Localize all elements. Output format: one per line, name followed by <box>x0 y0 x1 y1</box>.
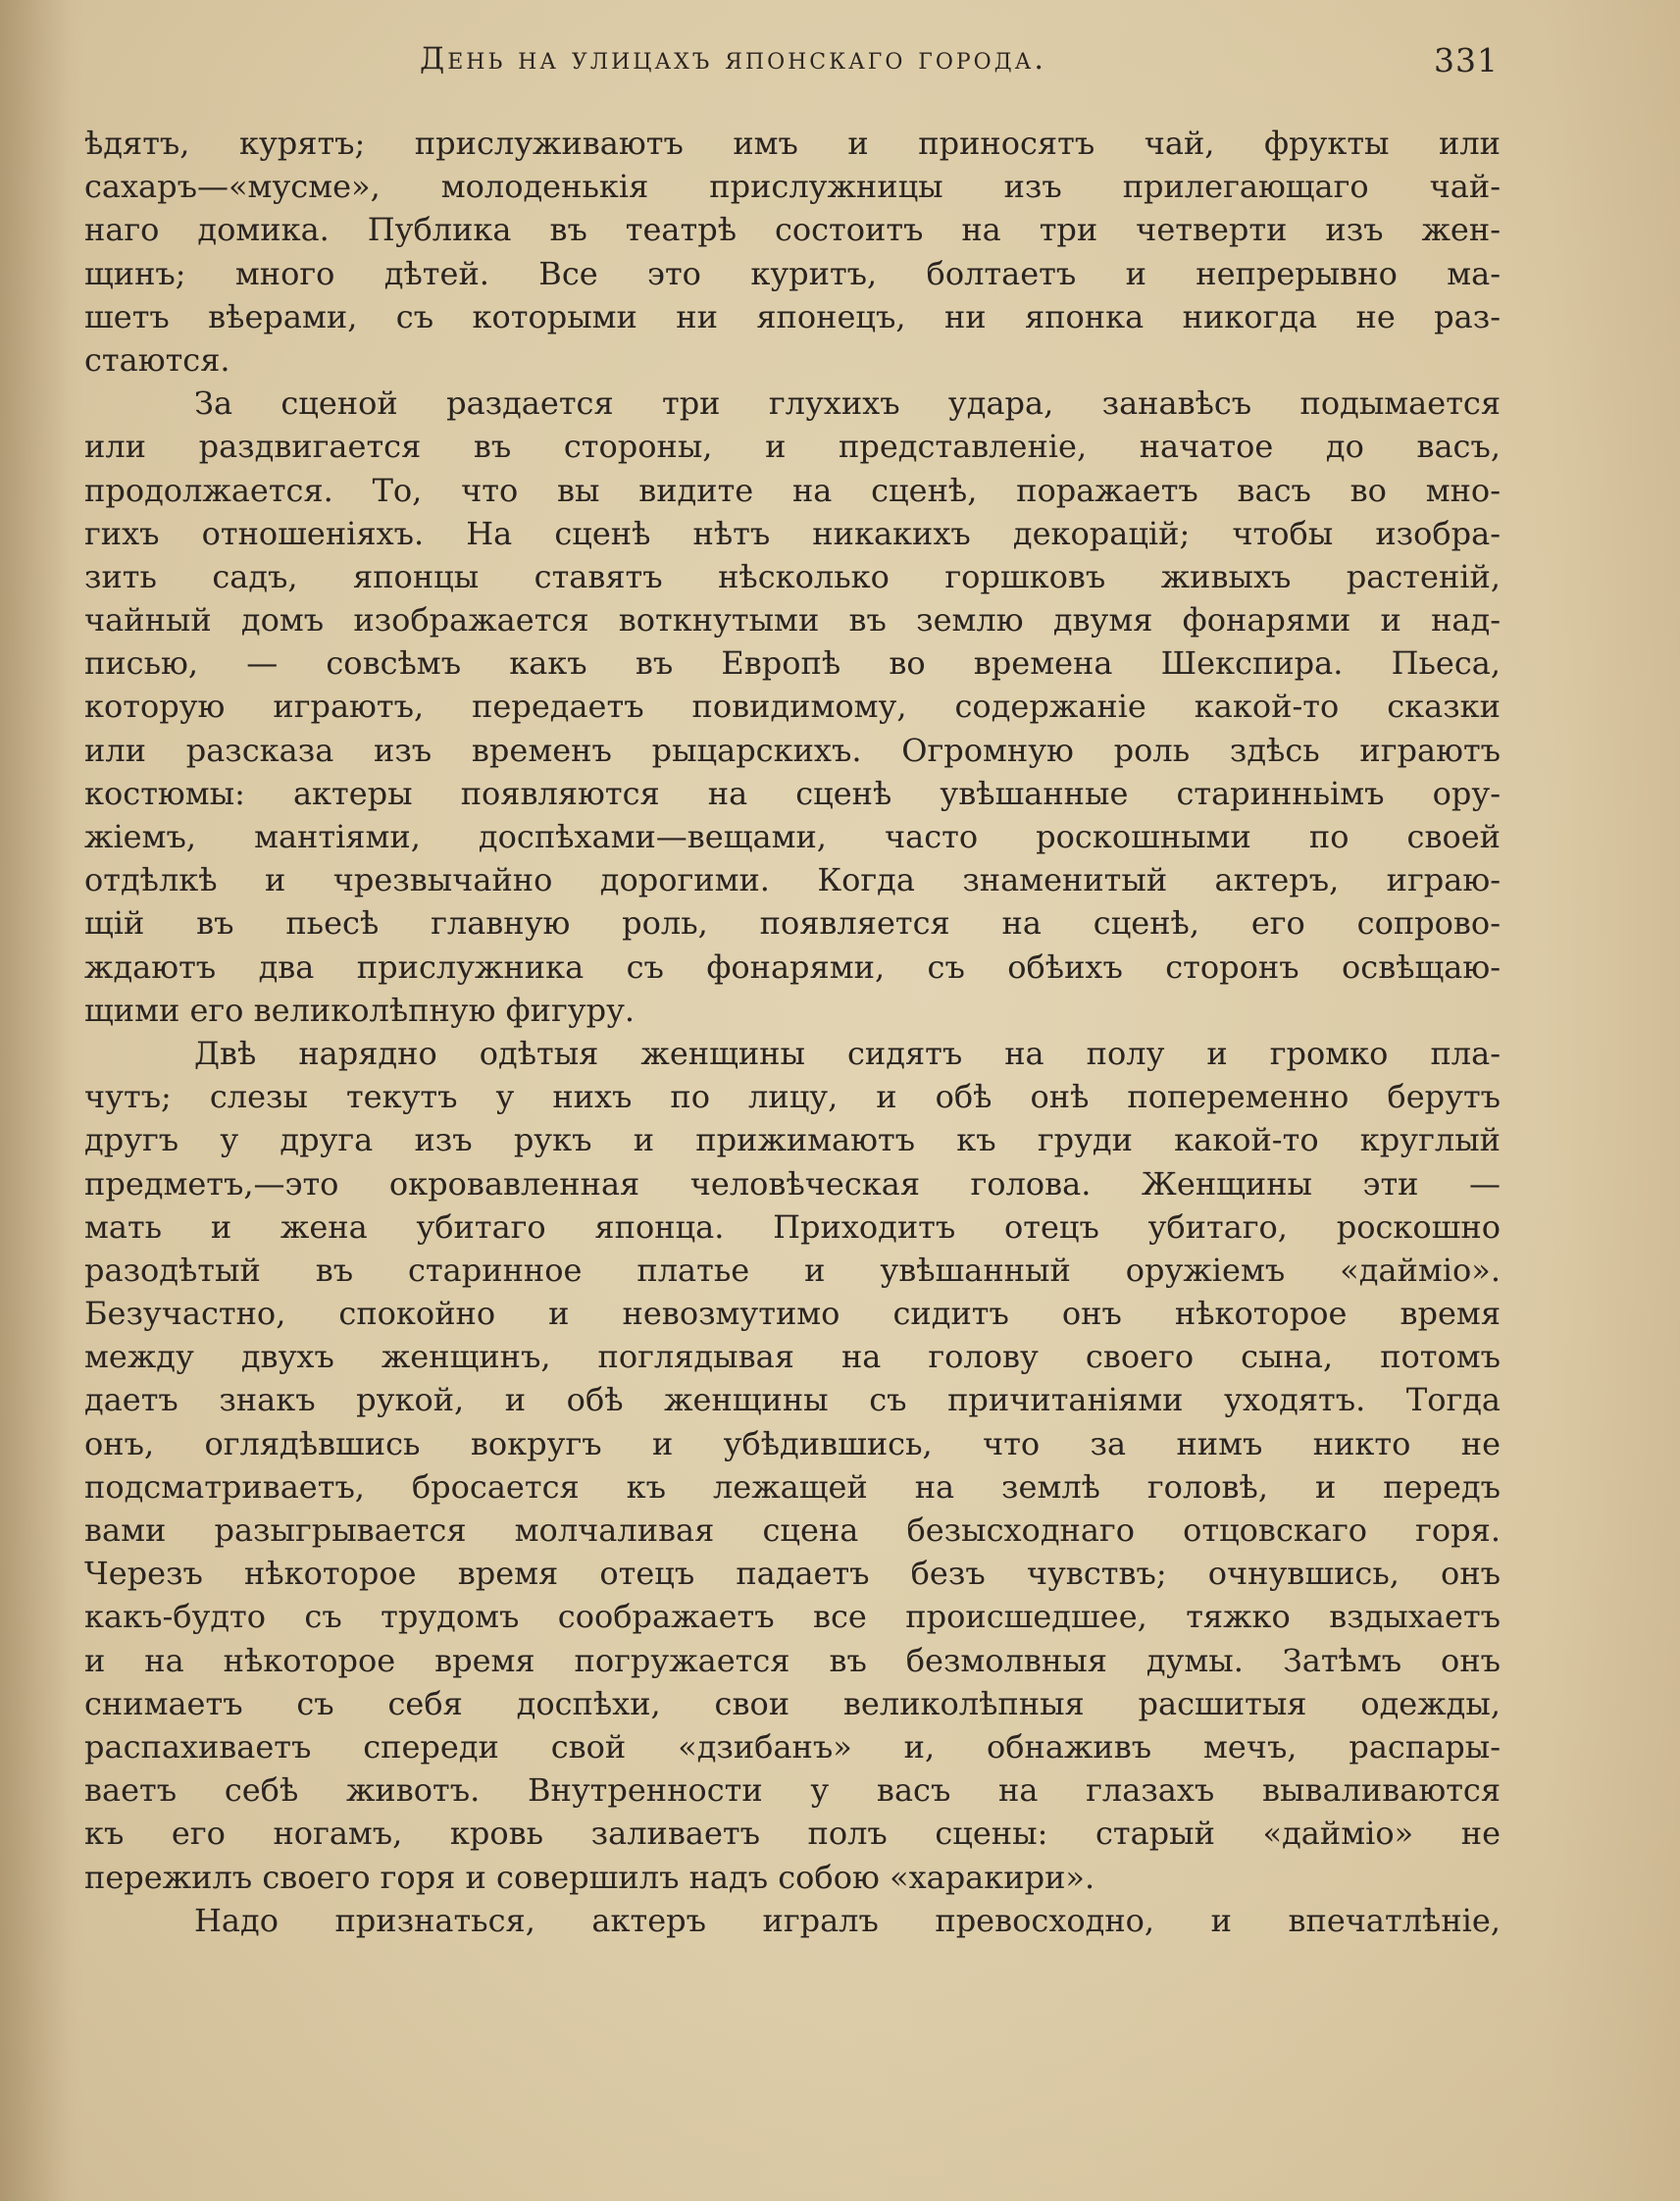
text-line: или раздвигается въ стороны, и представленіе, начатое до васъ, <box>84 428 1501 466</box>
text-line: гихъ отношеніяхъ. На сценѣ нѣтъ никакихъ декорацій; чтобы изобра- <box>84 514 1501 552</box>
text-line: распахиваетъ спереди свой «дзибанъ» и, обнаживъ мечъ, распары- <box>84 1727 1501 1766</box>
text-line: которую играютъ, передаетъ повидимому, содержаніе какой-то сказки <box>84 688 1501 726</box>
text-line: жіемъ, мантіями, доспѣхами—вещами, часто роскошными по своей <box>84 818 1501 855</box>
text-line: щинъ; много дѣтей. Все это куритъ, болтаетъ и непрерывно ма- <box>84 254 1501 292</box>
text-line: чайный домъ изображается воткнутыми въ землю двумя фонарями и над- <box>84 601 1501 640</box>
text-line: ждаютъ два прислужника съ фонарями, съ обѣихъ сторонъ освѣщаю- <box>84 947 1501 986</box>
text-line: ваетъ себѣ животъ. Внутренности у васъ на глазахъ вываливаются <box>84 1771 1501 1810</box>
body-text <box>84 122 1501 1942</box>
text-line: За сценой раздается три глухихъ удара, занавѣсъ подымается <box>194 384 1501 423</box>
text-line: щій въ пьесѣ главную роль, появляется на сценѣ, его сопрово- <box>84 904 1501 943</box>
text-line: зить садъ, японцы ставятъ нѣсколько горшковъ живыхъ растеній, <box>84 557 1501 595</box>
text-line: мать и жена убитаго японца. Приходитъ отецъ убитаго, роскошно <box>84 1207 1501 1246</box>
text-line: щими его великолѣпную фигуру. <box>84 991 636 1029</box>
text-line: вами разыгрывается молчаливая сцена безысходнаго отцовскаго горя. <box>84 1511 1501 1549</box>
text-line: продолжается. То, что вы видите на сценѣ, поражаетъ васъ во мно- <box>84 471 1501 509</box>
text-line: онъ, оглядѣвшись вокругъ и убѣдившись, что за нимъ никто не <box>84 1424 1501 1462</box>
text-line: Надо признаться, актеръ игралъ превосходно, и впечатлѣніе, <box>194 1901 1501 1939</box>
text-line: сахаръ—«мусме», молоденькія прислужницы изъ прилегающаго чай- <box>84 168 1501 206</box>
text-line: Черезъ нѣкоторое время отецъ падаетъ безъ чувствъ; очнувшись, онъ <box>84 1555 1501 1593</box>
running-head <box>86 41 1499 88</box>
text-line: отдѣлкѣ и чрезвычайно дорогими. Когда знаменитый актеръ, играю- <box>84 861 1501 899</box>
page-number: 331 <box>1434 41 1499 79</box>
text-line: или разсказа изъ временъ рыцарскихъ. Огромную роль здѣсь играютъ <box>84 731 1501 769</box>
text-line: стаются. <box>84 340 230 379</box>
text-line: снимаетъ съ себя доспѣхи, свои великолѣпныя расшитыя одежды, <box>84 1684 1501 1722</box>
text-line: чутъ; слезы текутъ у нихъ по лицу, и обѣ онѣ попеременно берутъ <box>84 1078 1501 1116</box>
text-line: другъ у друга изъ рукъ и прижимаютъ къ груди какой-то круглый <box>84 1121 1501 1159</box>
text-line: писью, — совсѣмъ какъ въ Европѣ во времена Шекспира. Пьеса, <box>84 644 1501 683</box>
text-line: подсматриваетъ, бросается къ лежащей на землѣ головѣ, и передъ <box>84 1467 1501 1506</box>
text-line: между двухъ женщинъ, поглядывая на голову своего сына, потомъ <box>84 1338 1501 1376</box>
text-line: шетъ вѣерами, съ которыми ни японецъ, ни японка никогда не раз- <box>84 297 1501 335</box>
text-line: Безучастно, спокойно и невозмутимо сидитъ онъ нѣкоторое время <box>84 1295 1501 1333</box>
text-line: костюмы: актеры появляются на сценѣ увѣшанные старинньімъ ору- <box>84 774 1501 812</box>
text-line: предметъ,—это окровавленная человѣческая голова. Женщины эти — <box>84 1164 1501 1203</box>
text-line: къ его ногамъ, кровь заливаетъ полъ сцены: старый «даймiо» не <box>84 1815 1501 1853</box>
gutter-shadow <box>0 0 69 2201</box>
text-line: разодѣтый въ старинное платье и увѣшанный оружіемъ «даймiо». <box>84 1251 1501 1289</box>
text-line: Двѣ нарядно одѣтыя женщины сидятъ на полу и громко пла- <box>194 1034 1501 1072</box>
text-line: даетъ знакъ рукой, и обѣ женщины съ причитаніями уходятъ. Тогда <box>84 1381 1501 1419</box>
running-title: День на улицахъ японскаго города. <box>420 41 1047 77</box>
text-line: наго домика. Публика въ театрѣ состоитъ на три четверти изъ жен- <box>84 211 1501 249</box>
text-line: ѣдятъ, курятъ; прислуживаютъ имъ и приносятъ чай, фрукты или <box>84 125 1501 162</box>
text-line: пережилъ своего горя и совершилъ надъ собою «харакири». <box>84 1858 1095 1896</box>
text-line: какъ-будто съ трудомъ соображаетъ все происшедшее, тяжко вздыхаетъ <box>84 1598 1501 1636</box>
text-line: и на нѣкоторое время погружается въ безмолвныя думы. Затѣмъ онъ <box>84 1641 1501 1679</box>
